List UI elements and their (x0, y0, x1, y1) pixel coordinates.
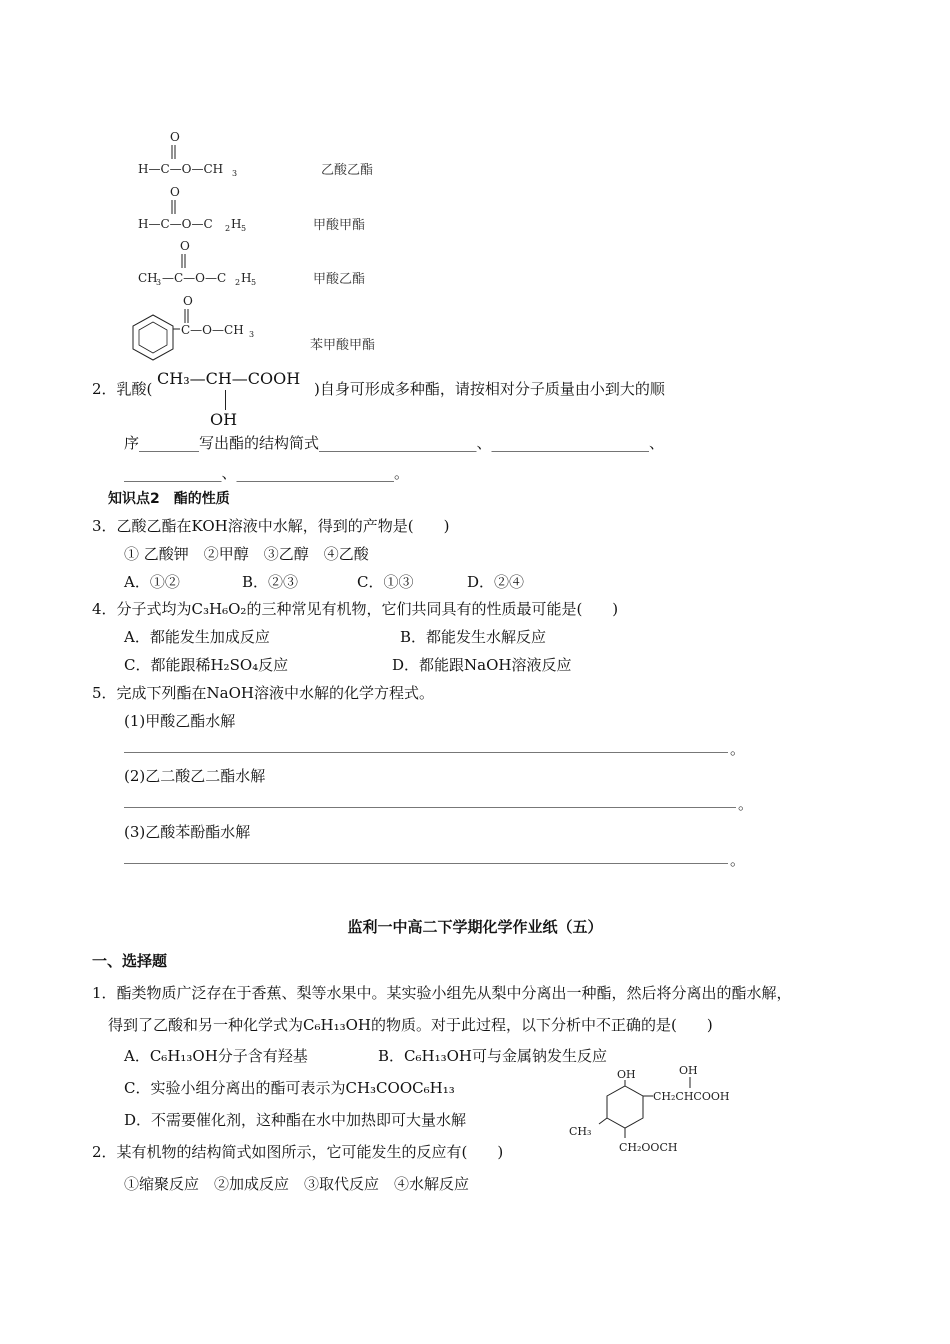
svg-text:H: H (231, 217, 242, 231)
s1-option-a: A．C₆H₁₃OH分子含有羟基 (124, 1047, 308, 1065)
s1-stem-line-1: 1．酯类物质广泛存在于香蕉、梨等水果中。某实验小组先从梨中分离出一种酯，然后将分离出的酯水解， (92, 984, 792, 1002)
q5-sub-2: (2)乙二酸乙二酯水解 (124, 767, 266, 785)
organic-molecule-figure (565, 1062, 760, 1162)
mol-side-chain: CH₂CHCOOH (653, 1090, 730, 1103)
svg-text:C—O—CH: C—O—CH (181, 323, 244, 337)
svg-text:O: O (170, 185, 180, 199)
s1-option-d: D．不需要催化剂，这种酯在水中加热即可大量水解 (124, 1111, 467, 1129)
s2-stem: 2．某有机物的结构简式如图所示，它可能发生的反应有( ) (92, 1143, 504, 1161)
s1-option-c: C．实验小组分离出的酯可表示为CH₃COOC₆H₁₃ (124, 1079, 455, 1097)
q5-sub-3: (3)乙酸苯酚酯水解 (124, 823, 251, 841)
q5-end-2: 。 (738, 795, 754, 813)
q3-option-b: B．②③ (242, 573, 299, 591)
q5-answer-line-1 (124, 752, 728, 753)
q5-end-1: 。 (730, 740, 746, 758)
q3-items: ① 乙酸钾 ②甲醇 ③乙醇 ④乙酸 (124, 545, 369, 563)
svg-text:—C—O—C: —C—O—C (162, 271, 227, 285)
structure-label-1: 乙酸乙酯 (321, 163, 374, 178)
q3-option-d: D．②④ (467, 573, 525, 591)
q5-end-3: 。 (730, 851, 746, 869)
mol-bottom-chain: CH₂OOCH (619, 1141, 678, 1154)
worksheet-title: 监利一中高二下学期化学作业纸（五） (347, 918, 603, 936)
svg-text:O: O (170, 130, 180, 144)
svg-text:O: O (180, 239, 190, 253)
svg-text:O: O (183, 294, 193, 308)
q3-stem: 3．乙酸乙酯在KOH溶液中水解，得到的产物是( ) (92, 517, 450, 535)
svg-text:3: 3 (156, 278, 162, 287)
q3-option-c: C．①③ (357, 573, 414, 591)
structure-label-3: 甲酸乙酯 (313, 272, 366, 287)
q4-option-d: D．都能跟NaOH溶液反应 (392, 656, 572, 674)
q4-stem: 4．分子式均为C₃H₆O₂的三种常见有机物，它们共同具有的性质最可能是( ) (92, 600, 619, 618)
q5-answer-line-3 (124, 863, 728, 864)
svg-text:H—C—O—C: H—C—O—C (138, 217, 213, 231)
q4-option-b: B．都能发生水解反应 (400, 628, 547, 646)
section-heading-choice: 一、选择题 (92, 952, 168, 970)
svg-text:2: 2 (235, 278, 241, 287)
svg-text:5: 5 (251, 278, 257, 287)
knowledge-point-2-heading: 知识点2 酯的性质 (108, 491, 230, 507)
oh-bond (225, 390, 226, 410)
svg-text:3: 3 (249, 330, 255, 339)
q5-answer-line-2 (124, 807, 736, 808)
svg-text:2: 2 (225, 224, 231, 233)
lactic-acid-formula: CH₃—CH—COOH (157, 369, 301, 388)
svg-text:5: 5 (241, 224, 247, 233)
ester-structures-figure (130, 125, 280, 375)
mol-oh-1: OH (617, 1068, 636, 1081)
q2-answer-line-1: 序________写出酯的结构简式_____________________、_____________________、 (124, 434, 665, 452)
svg-text:H: H (241, 271, 252, 285)
lactic-acid-oh: OH (210, 410, 238, 429)
q4-option-a: A．都能发生加成反应 (124, 628, 270, 646)
s1-stem-line-2: 得到了乙酸和另一种化学式为C₆H₁₃OH的物质。对于此过程，以下分析中不正确的是( ) (108, 1016, 713, 1034)
q2-answer-line-2: _____________、_____________________。 (124, 464, 410, 482)
svg-text:3: 3 (232, 169, 238, 178)
q5-sub-1: (1)甲酸乙酯水解 (124, 712, 236, 730)
q3-option-a: A．①② (124, 573, 180, 591)
structure-label-2: 甲酸甲酯 (313, 218, 366, 233)
s2-items: ①缩聚反应 ②加成反应 ③取代反应 ④水解反应 (124, 1175, 470, 1193)
q2-suffix: )自身可形成多种酯，请按相对分子质量由小到大的顺 (314, 380, 665, 398)
mol-ch3: CH₃ (569, 1125, 592, 1138)
q4-option-c: C．都能跟稀H₂SO₄反应 (124, 656, 289, 674)
svg-text:H—C—O—CH: H—C—O—CH (138, 162, 224, 176)
mol-oh-2: OH (679, 1064, 698, 1077)
q5-stem: 5．完成下列酯在NaOH溶液中水解的化学方程式。 (92, 684, 434, 702)
q2-prefix: 2．乳酸( (92, 380, 153, 398)
structure-label-4: 苯甲酸甲酯 (310, 338, 376, 353)
svg-text:CH: CH (138, 271, 158, 285)
s1-option-b: B．C₆H₁₃OH可与金属钠发生反应 (378, 1047, 608, 1065)
